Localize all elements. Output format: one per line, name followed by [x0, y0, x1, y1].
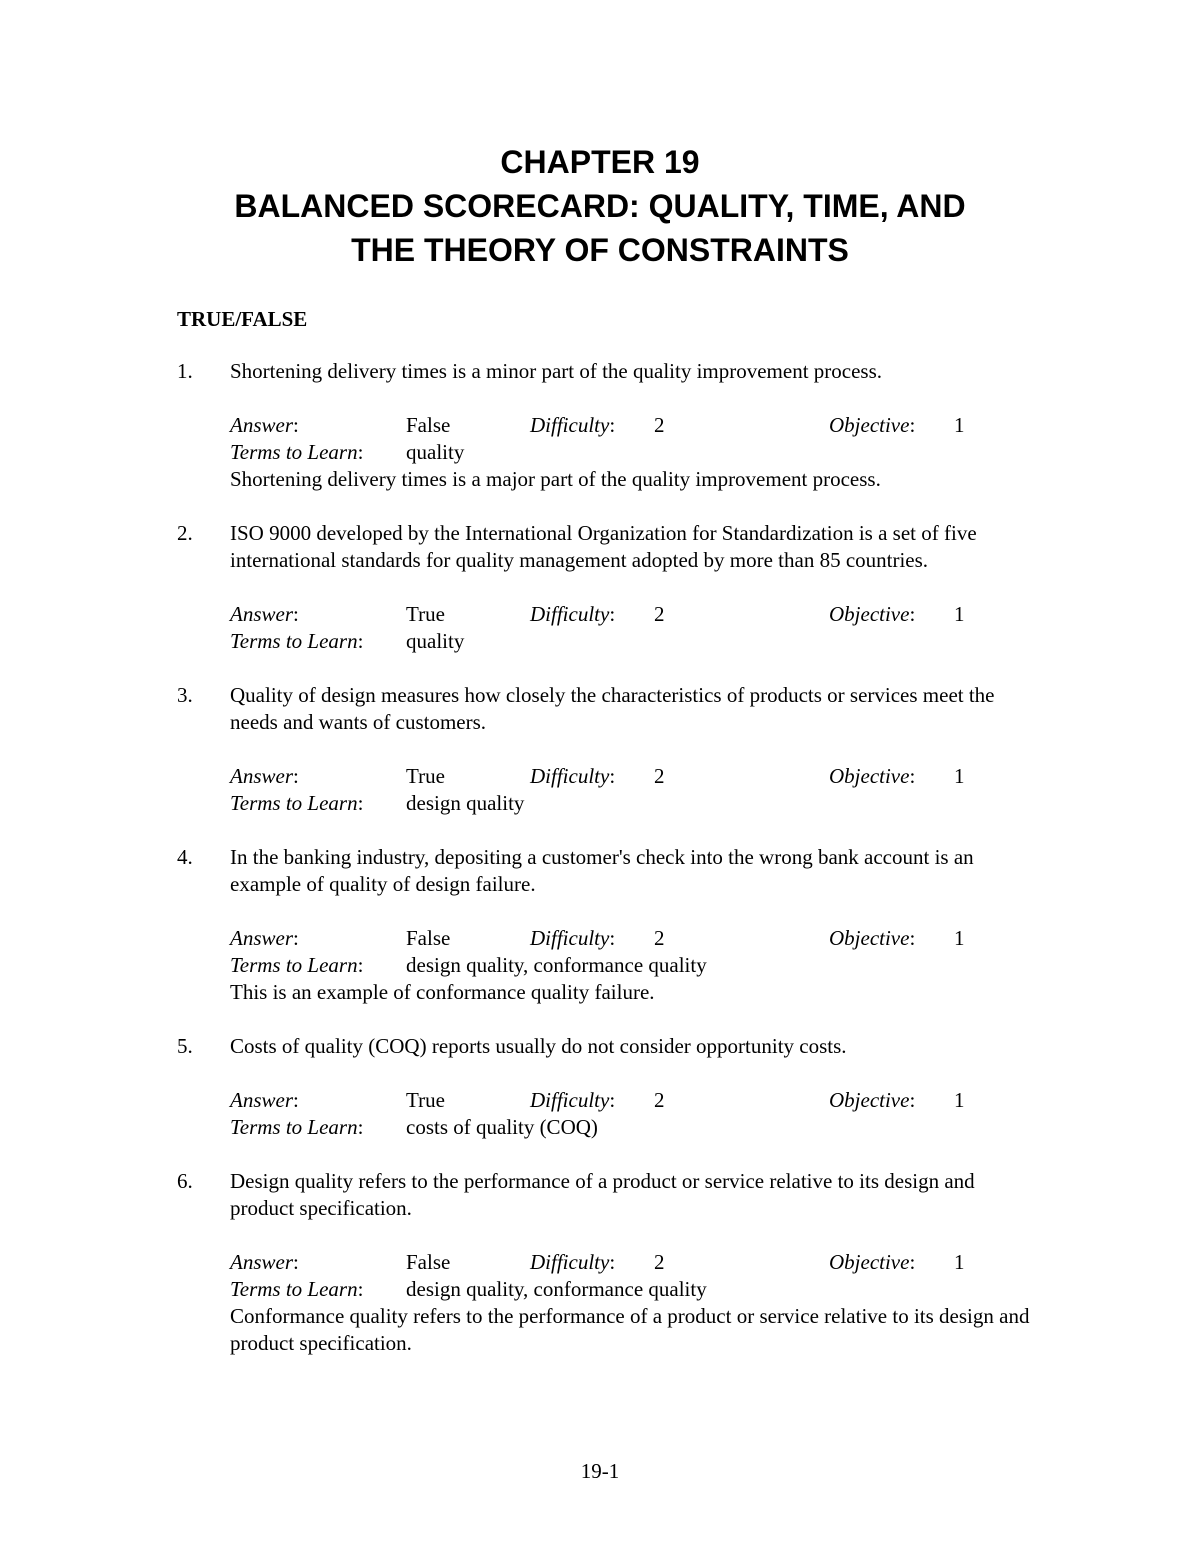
terms-label: Terms to Learn:	[230, 1115, 364, 1139]
terms-value: quality	[406, 440, 465, 464]
terms-label: Terms to Learn:	[230, 791, 364, 815]
terms-row	[230, 952, 1037, 979]
difficulty-label-text: Difficulty	[530, 413, 610, 437]
page-number: 19-1	[580, 1459, 620, 1483]
terms-label-text: Terms to Learn	[230, 629, 358, 653]
question-number: 1.	[177, 359, 193, 383]
question-number: 2.	[177, 521, 193, 545]
explanation-text: Conformance quality refers to the performance of a product or service relative to its design and product specification.	[230, 1304, 1030, 1355]
objective-label: Objective:	[829, 602, 916, 626]
answer-label: Answer:	[230, 413, 299, 437]
question-list	[177, 358, 1037, 1384]
terms-value: design quality, conformance quality	[406, 953, 707, 977]
answer-value: False	[406, 926, 451, 950]
question-item	[177, 682, 1037, 817]
objective-value: 1	[954, 413, 965, 437]
terms-value: design quality	[406, 791, 525, 815]
difficulty-value: 2	[654, 764, 665, 788]
objective-label-text: Objective	[829, 602, 910, 626]
objective-value: 1	[954, 1088, 965, 1112]
answer-label: Answer:	[230, 602, 299, 626]
terms-label-text: Terms to Learn	[230, 1115, 358, 1139]
objective-value: 1	[954, 764, 965, 788]
difficulty-value: 2	[654, 413, 665, 437]
explanation-text: Shortening delivery times is a major part of the quality improvement process.	[230, 467, 881, 491]
difficulty-value: 2	[654, 926, 665, 950]
objective-label: Objective:	[829, 1088, 916, 1112]
answer-value: True	[406, 1088, 445, 1112]
terms-value: quality	[406, 629, 465, 653]
chapter-subtitle-line-2: THE THEORY OF CONSTRAINTS	[351, 232, 849, 268]
objective-label: Objective:	[829, 413, 916, 437]
answer-label-text: Answer	[230, 926, 293, 950]
difficulty-label-text: Difficulty	[530, 926, 610, 950]
terms-label: Terms to Learn:	[230, 629, 364, 653]
question-item	[177, 1033, 1037, 1141]
difficulty-label: Difficulty:	[530, 602, 616, 626]
terms-value: costs of quality (COQ)	[406, 1115, 598, 1139]
answer-meta-row	[230, 763, 1037, 790]
answer-meta-row	[230, 412, 1037, 439]
answer-label-text: Answer	[230, 602, 293, 626]
question-number: 6.	[177, 1169, 193, 1193]
terms-row	[230, 790, 1037, 817]
terms-label: Terms to Learn:	[230, 440, 364, 464]
objective-value: 1	[954, 926, 965, 950]
terms-label: Terms to Learn:	[230, 1277, 364, 1301]
answer-label-text: Answer	[230, 1250, 293, 1274]
difficulty-label: Difficulty:	[530, 764, 616, 788]
difficulty-label-text: Difficulty	[530, 764, 610, 788]
answer-value: False	[406, 413, 451, 437]
chapter-subtitle-line-1: BALANCED SCORECARD: QUALITY, TIME, AND	[234, 188, 966, 224]
objective-label-text: Objective	[829, 1088, 910, 1112]
difficulty-label: Difficulty:	[530, 1088, 616, 1112]
question-text: In the banking industry, depositing a customer's check into the wrong bank account is an example of quality of design failure.	[230, 845, 974, 896]
answer-value: True	[406, 602, 445, 626]
answer-meta-row	[230, 601, 1037, 628]
chapter-title-block	[0, 140, 1200, 272]
chapter-title: CHAPTER 19	[500, 144, 700, 180]
question-number: 5.	[177, 1034, 193, 1058]
objective-value: 1	[954, 602, 965, 626]
objective-label-text: Objective	[829, 764, 910, 788]
difficulty-label: Difficulty:	[530, 926, 616, 950]
answer-label: Answer:	[230, 764, 299, 788]
answer-label-text: Answer	[230, 1088, 293, 1112]
terms-label: Terms to Learn:	[230, 953, 364, 977]
difficulty-label-text: Difficulty	[530, 602, 610, 626]
answer-meta-row	[230, 1249, 1037, 1276]
terms-row	[230, 439, 1037, 466]
answer-value: False	[406, 1250, 451, 1274]
answer-label-text: Answer	[230, 413, 293, 437]
question-text: Quality of design measures how closely the characteristics of products or services meet the needs and wants of customers.	[230, 683, 995, 734]
answer-value: True	[406, 764, 445, 788]
objective-value: 1	[954, 1250, 965, 1274]
terms-label-text: Terms to Learn	[230, 1277, 358, 1301]
answer-label-text: Answer	[230, 764, 293, 788]
explanation-text: This is an example of conformance quality failure.	[230, 980, 655, 1004]
objective-label-text: Objective	[829, 413, 910, 437]
terms-row	[230, 1276, 1037, 1303]
terms-row	[230, 628, 1037, 655]
question-item	[177, 520, 1037, 655]
answer-label: Answer:	[230, 1088, 299, 1112]
difficulty-label-text: Difficulty	[530, 1088, 610, 1112]
terms-row	[230, 1114, 1037, 1141]
terms-label-text: Terms to Learn	[230, 791, 358, 815]
difficulty-label: Difficulty:	[530, 413, 616, 437]
section-heading: TRUE/FALSE	[177, 307, 308, 331]
difficulty-label-text: Difficulty	[530, 1250, 610, 1274]
answer-label: Answer:	[230, 1250, 299, 1274]
difficulty-value: 2	[654, 1250, 665, 1274]
question-text: Costs of quality (COQ) reports usually do not consider opportunity costs.	[230, 1034, 847, 1058]
answer-label: Answer:	[230, 926, 299, 950]
objective-label: Objective:	[829, 764, 916, 788]
difficulty-value: 2	[654, 602, 665, 626]
terms-label-text: Terms to Learn	[230, 440, 358, 464]
difficulty-value: 2	[654, 1088, 665, 1112]
question-text: Shortening delivery times is a minor part of the quality improvement process.	[230, 359, 883, 383]
question-item	[177, 844, 1037, 1006]
question-item	[177, 1168, 1037, 1357]
difficulty-label: Difficulty:	[530, 1250, 616, 1274]
question-text: Design quality refers to the performance of a product or service relative to its design and product specification.	[230, 1169, 975, 1220]
answer-meta-row	[230, 1087, 1037, 1114]
terms-label-text: Terms to Learn	[230, 953, 358, 977]
question-number: 3.	[177, 683, 193, 707]
objective-label: Objective:	[829, 926, 916, 950]
question-item	[177, 358, 1037, 493]
objective-label-text: Objective	[829, 1250, 910, 1274]
terms-value: design quality, conformance quality	[406, 1277, 707, 1301]
objective-label: Objective:	[829, 1250, 916, 1274]
objective-label-text: Objective	[829, 926, 910, 950]
question-text: ISO 9000 developed by the International Organization for Standardization is a set of five international standards for quality management adopted by more than 85 countries.	[230, 521, 977, 572]
answer-meta-row	[230, 925, 1037, 952]
question-number: 4.	[177, 845, 193, 869]
